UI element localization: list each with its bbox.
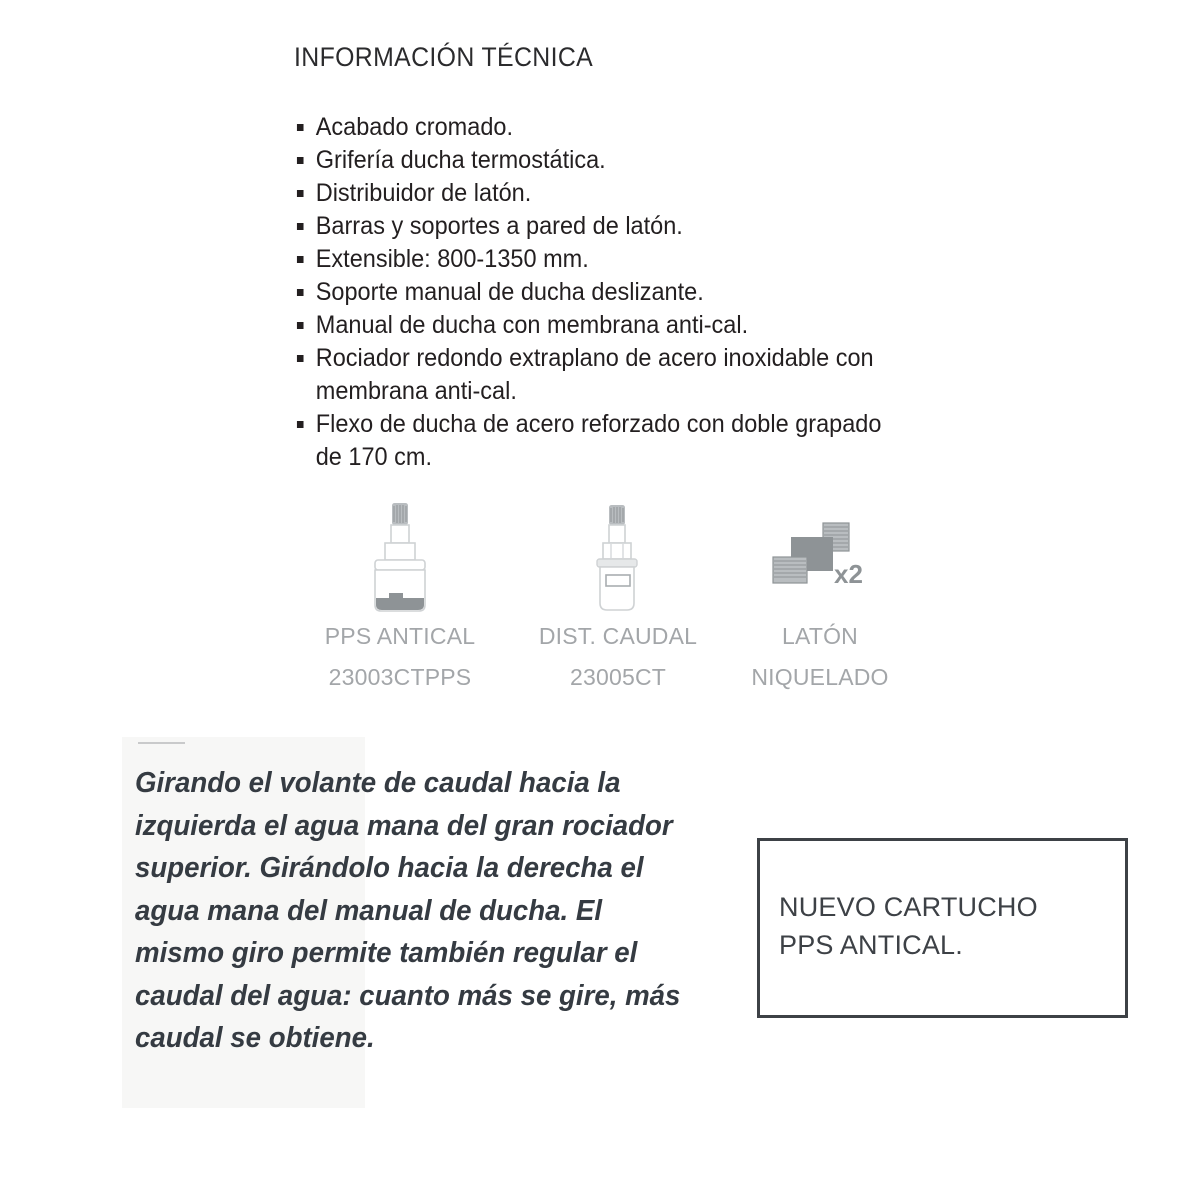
bullet-square-icon	[297, 355, 304, 362]
bullet-square-icon	[297, 256, 304, 263]
part-name: LATÓN	[782, 623, 858, 649]
list-item	[296, 243, 898, 276]
spec-text: Flexo de ducha de acero reforzado con doble grapado de 170 cm.	[315, 410, 882, 471]
bullet-square-icon	[297, 322, 304, 329]
list-item	[296, 144, 898, 177]
brass-elbow-fitting-icon	[720, 498, 920, 616]
list-item	[296, 111, 898, 144]
spec-text: Rociador redondo extraplano de acero inoxidable con membrana anti-cal.	[315, 344, 874, 405]
bullet-square-icon	[297, 289, 304, 296]
highlight-line-1: NUEVO CARTUCHO	[779, 892, 1038, 922]
list-item	[296, 342, 898, 408]
flow-distributor-cartridge-icon	[518, 498, 718, 616]
cartridge-pps-antical-icon	[300, 498, 500, 616]
page-title: INFORMACIÓN TÉCNICA	[294, 42, 594, 72]
part-item-dist-caudal	[518, 498, 718, 698]
highlight-line-2: PPS ANTICAL.	[779, 930, 963, 960]
bullet-square-icon	[297, 190, 304, 197]
part-item-laton-niquelado	[720, 498, 920, 698]
callout-divider-rule	[138, 742, 185, 744]
part-item-pps-antical	[300, 498, 500, 698]
bullet-square-icon	[297, 124, 304, 131]
bullet-square-icon	[297, 223, 304, 230]
spec-text: Distribuidor de latón.	[315, 179, 532, 207]
spec-text: Soporte manual de ducha deslizante.	[315, 278, 704, 306]
usage-instructions-text: Girando el volante de caudal hacia la izquierda el agua mana del gran rociador superior. Girándolo hacia la derecha el agua mana del manual de ducha. El mismo giro permite también regular el caudal del agua: cuanto más se gire, más caudal se obtiene.	[135, 767, 681, 1054]
bullet-square-icon	[297, 157, 304, 164]
spec-text: Barras y soportes a pared de latón.	[315, 212, 683, 240]
technical-specs-list	[296, 111, 936, 474]
list-item	[296, 210, 898, 243]
bullet-square-icon	[297, 421, 304, 428]
part-code: 23003CTPPS	[328, 664, 472, 690]
list-item	[296, 177, 898, 210]
highlight-box-text	[779, 888, 1119, 964]
part-code: 23005CT	[569, 664, 667, 690]
part-name: DIST. CAUDAL	[538, 623, 698, 649]
spec-text: Extensible: 800-1350 mm.	[315, 245, 589, 273]
list-item	[296, 276, 898, 309]
list-item	[296, 408, 898, 474]
spec-text: Manual de ducha con membrana anti-cal.	[315, 311, 749, 339]
replacement-parts-row	[300, 498, 920, 708]
list-item	[296, 309, 898, 342]
spec-text: Grifería ducha termostática.	[315, 146, 606, 174]
part-quantity-badge: x2	[834, 559, 863, 589]
spec-text: Acabado cromado.	[315, 113, 514, 141]
part-code: NIQUELADO	[751, 664, 889, 690]
part-name: PPS ANTICAL	[324, 623, 476, 649]
